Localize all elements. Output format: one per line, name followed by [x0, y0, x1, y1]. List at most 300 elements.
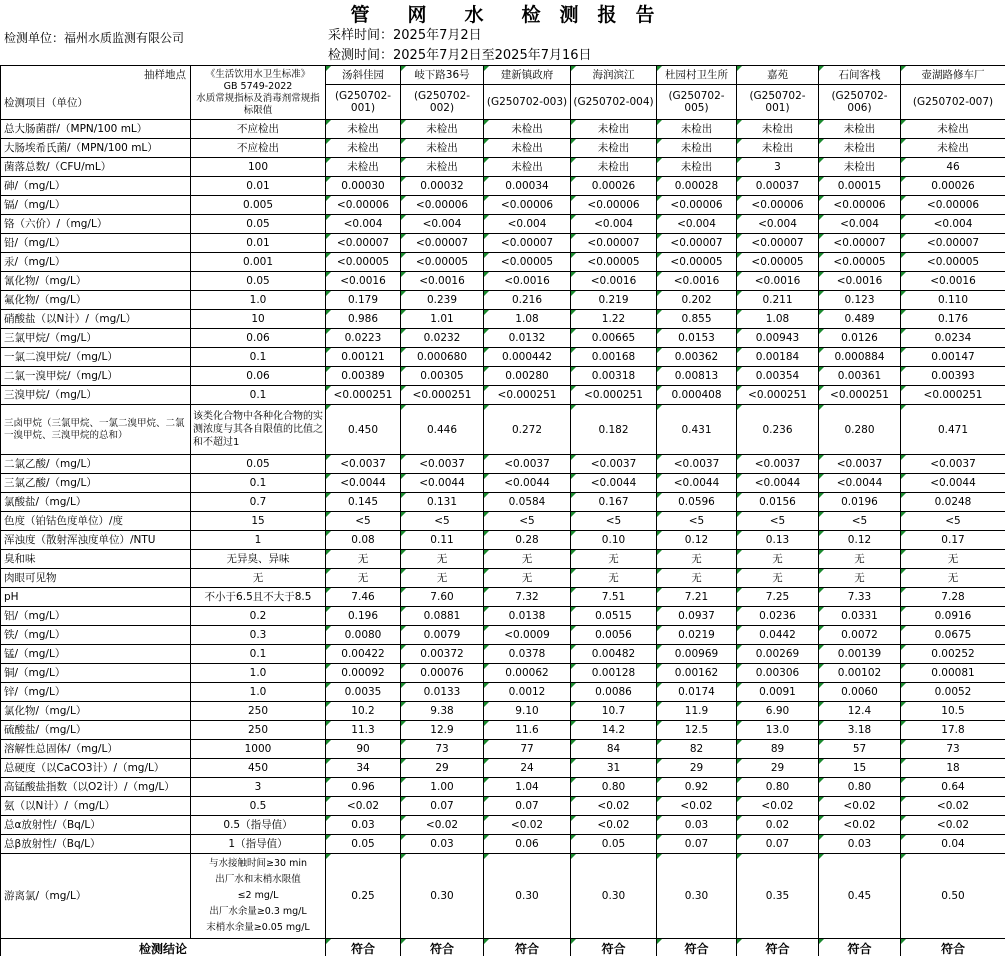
result-value: <0.02: [657, 797, 737, 816]
item-name: 高锰酸盐指数（以O2计）/（mg/L）: [1, 778, 191, 797]
standard-limit: 0.01: [191, 234, 326, 253]
table-row: [1, 664, 1005, 683]
result-value: 未检出: [657, 139, 737, 158]
result-value: <0.02: [326, 797, 401, 816]
standard-limit: 不应检出: [191, 120, 326, 139]
result-value: 未检出: [326, 139, 401, 158]
conclusion-value: 符合: [737, 939, 819, 956]
item-name: 溶解性总固体/（mg/L）: [1, 740, 191, 759]
result-value: 0.196: [326, 607, 401, 626]
table-row: [1, 386, 1005, 405]
result-value: 1.01: [401, 310, 484, 329]
result-value: 0.000680: [401, 348, 484, 367]
result-value: 无: [484, 550, 571, 569]
result-value: 0.00393: [901, 367, 1005, 386]
result-value: 12.4: [819, 702, 901, 721]
item-name: 铬（六价）/（mg/L）: [1, 215, 191, 234]
result-value: 0.07: [657, 835, 737, 854]
result-value: 1.08: [737, 310, 819, 329]
result-value: 未检出: [901, 120, 1005, 139]
table-row: [1, 405, 1005, 455]
result-value: 10.2: [326, 702, 401, 721]
site-name: 嘉苑: [737, 66, 819, 85]
standard-limit: 0.001: [191, 253, 326, 272]
result-value: 0.96: [326, 778, 401, 797]
result-value: 0.00422: [326, 645, 401, 664]
result-value: 0.110: [901, 291, 1005, 310]
report-title: 管 网 水 检 测 报 告: [350, 4, 655, 26]
result-value: 77: [484, 740, 571, 759]
standard-limit: 1000: [191, 740, 326, 759]
standard-limit: 0.1: [191, 386, 326, 405]
result-value: 0.0442: [737, 626, 819, 645]
table-row: [1, 759, 1005, 778]
result-value: 0.0174: [657, 683, 737, 702]
result-value: <0.000251: [737, 386, 819, 405]
table-row: [1, 329, 1005, 348]
item-name: 游离氯/（mg/L）: [1, 854, 191, 939]
table-row: [1, 139, 1005, 158]
result-value: <0.0037: [326, 455, 401, 474]
result-value: 0.00269: [737, 645, 819, 664]
result-value: 0.03: [657, 816, 737, 835]
result-value: 0.00306: [737, 664, 819, 683]
sampling-time: 采样时间：2025年7月2日: [328, 28, 482, 43]
result-value: 0.00015: [819, 177, 901, 196]
result-value: 无: [657, 550, 737, 569]
standard-limit: 1（指导值）: [191, 835, 326, 854]
result-value: 1.04: [484, 778, 571, 797]
result-value: <0.004: [819, 215, 901, 234]
result-value: 无: [326, 550, 401, 569]
result-value: 无: [401, 550, 484, 569]
result-value: 0.0133: [401, 683, 484, 702]
standard-limit: 3: [191, 778, 326, 797]
table-row: [1, 367, 1005, 386]
result-value: 0.0248: [901, 493, 1005, 512]
result-value: <0.0037: [901, 455, 1005, 474]
result-value: 无: [571, 569, 657, 588]
result-value: 0.123: [819, 291, 901, 310]
table-row: [1, 196, 1005, 215]
result-value: <0.0016: [901, 272, 1005, 291]
result-value: 无: [326, 569, 401, 588]
table-row: [1, 569, 1005, 588]
result-value: 73: [401, 740, 484, 759]
result-value: 无: [401, 569, 484, 588]
site-code: (G250702-007): [901, 85, 1005, 120]
table-row: [1, 607, 1005, 626]
item-name: 氯化物/（mg/L）: [1, 702, 191, 721]
item-name: pH: [1, 588, 191, 607]
result-value: 7.46: [326, 588, 401, 607]
table-row: [1, 721, 1005, 740]
result-value: 0.0132: [484, 329, 571, 348]
standard-limit: 1.0: [191, 664, 326, 683]
result-value: <0.0037: [571, 455, 657, 474]
result-value: 84: [571, 740, 657, 759]
result-value: 未检出: [571, 158, 657, 177]
table-row: [1, 531, 1005, 550]
result-value: 0.00162: [657, 664, 737, 683]
result-value: 0.0916: [901, 607, 1005, 626]
result-value: 0.489: [819, 310, 901, 329]
table-row: [1, 253, 1005, 272]
result-value: 90: [326, 740, 401, 759]
result-value: 24: [484, 759, 571, 778]
item-name: 大肠埃希氏菌/（MPN/100 mL）: [1, 139, 191, 158]
table-row: [1, 588, 1005, 607]
result-value: <0.02: [901, 816, 1005, 835]
result-value: 0.219: [571, 291, 657, 310]
table-row: [1, 120, 1005, 139]
result-value: 未检出: [819, 120, 901, 139]
result-value: 0.07: [737, 835, 819, 854]
standard-limit: 15: [191, 512, 326, 531]
table-row: [1, 816, 1005, 835]
standard-limit: 无异臭、异味: [191, 550, 326, 569]
result-value: 无: [657, 569, 737, 588]
result-value: 未检出: [901, 139, 1005, 158]
table-row: [1, 683, 1005, 702]
item-name: 铝/（mg/L）: [1, 607, 191, 626]
result-value: 11.6: [484, 721, 571, 740]
table-row: [1, 740, 1005, 759]
result-value: <0.00007: [401, 234, 484, 253]
result-value: 未检出: [819, 158, 901, 177]
item-name: 铁/（mg/L）: [1, 626, 191, 645]
result-value: 0.12: [657, 531, 737, 550]
result-value: 82: [657, 740, 737, 759]
table-row: [1, 626, 1005, 645]
result-value: <0.02: [484, 816, 571, 835]
item-name: 砷/（mg/L）: [1, 177, 191, 196]
report-table: [0, 65, 1005, 956]
item-name: 锰/（mg/L）: [1, 645, 191, 664]
standard-limit: 0.1: [191, 645, 326, 664]
result-value: <5: [737, 512, 819, 531]
conclusion-value: 符合: [326, 939, 401, 956]
conclusion-value: 符合: [571, 939, 657, 956]
result-value: 7.32: [484, 588, 571, 607]
result-value: 0.00026: [571, 177, 657, 196]
result-value: <0.00006: [901, 196, 1005, 215]
result-value: 未检出: [484, 120, 571, 139]
result-value: <0.00005: [657, 253, 737, 272]
result-value: <0.004: [326, 215, 401, 234]
result-value: 0.000884: [819, 348, 901, 367]
result-value: <0.00006: [819, 196, 901, 215]
standard-limit: 250: [191, 702, 326, 721]
result-value: 0.0881: [401, 607, 484, 626]
result-value: 未检出: [484, 139, 571, 158]
result-value: 46: [901, 158, 1005, 177]
standard-limit: 100: [191, 158, 326, 177]
result-value: 15: [819, 759, 901, 778]
result-value: 0.855: [657, 310, 737, 329]
result-value: <0.0044: [901, 474, 1005, 493]
result-value: 0.0219: [657, 626, 737, 645]
result-value: 12.5: [657, 721, 737, 740]
result-value: 0.30: [401, 854, 484, 939]
item-name: 二氯乙酸/（mg/L）: [1, 455, 191, 474]
result-value: 9.38: [401, 702, 484, 721]
standard-limit: 1: [191, 531, 326, 550]
result-value: 0.00389: [326, 367, 401, 386]
standard-limit: 0.2: [191, 607, 326, 626]
corner-top-label: 抽样地点: [144, 69, 186, 81]
result-value: 0.0091: [737, 683, 819, 702]
result-value: 0.00062: [484, 664, 571, 683]
result-value: 无: [484, 569, 571, 588]
result-value: 31: [571, 759, 657, 778]
result-value: <0.00007: [657, 234, 737, 253]
site-name: 汤斜佳园: [326, 66, 401, 85]
result-value: 0.00482: [571, 645, 657, 664]
result-value: <0.00006: [484, 196, 571, 215]
result-value: 7.33: [819, 588, 901, 607]
standard-limit: 0.05: [191, 272, 326, 291]
site-code: (G250702-003): [484, 85, 571, 120]
result-value: <0.0016: [737, 272, 819, 291]
result-value: 0.03: [819, 835, 901, 854]
site-code: (G250702-001): [326, 85, 401, 120]
result-value: <0.004: [401, 215, 484, 234]
result-value: 0.30: [484, 854, 571, 939]
result-value: <0.02: [819, 797, 901, 816]
result-value: 0.0596: [657, 493, 737, 512]
site-name: 杜园村卫生所: [657, 66, 737, 85]
result-value: 0.0138: [484, 607, 571, 626]
result-value: 未检出: [401, 158, 484, 177]
result-value: 0.00969: [657, 645, 737, 664]
result-value: <0.00007: [819, 234, 901, 253]
item-name: 肉眼可见物: [1, 569, 191, 588]
result-value: <0.0016: [657, 272, 737, 291]
item-name: 三溴甲烷/（mg/L）: [1, 386, 191, 405]
result-value: 0.450: [326, 405, 401, 455]
result-value: <5: [901, 512, 1005, 531]
result-value: 0.239: [401, 291, 484, 310]
result-value: 0.0126: [819, 329, 901, 348]
result-value: <0.0037: [401, 455, 484, 474]
result-value: 7.25: [737, 588, 819, 607]
result-value: 0.00032: [401, 177, 484, 196]
result-value: 0.211: [737, 291, 819, 310]
result-value: <0.000251: [326, 386, 401, 405]
standard-limit: 10: [191, 310, 326, 329]
testing-unit: 检测单位：福州水质监测有限公司: [4, 31, 185, 45]
table-row: [1, 291, 1005, 310]
result-value: 0.04: [901, 835, 1005, 854]
result-value: 0.00184: [737, 348, 819, 367]
result-value: <0.0044: [401, 474, 484, 493]
result-value: 34: [326, 759, 401, 778]
result-value: <0.00006: [737, 196, 819, 215]
result-value: <0.00005: [484, 253, 571, 272]
result-value: 0.64: [901, 778, 1005, 797]
result-value: 0.00102: [819, 664, 901, 683]
result-value: 无: [737, 550, 819, 569]
result-value: 7.28: [901, 588, 1005, 607]
standard-limit: 0.01: [191, 177, 326, 196]
result-value: 0.00034: [484, 177, 571, 196]
result-value: 0.446: [401, 405, 484, 455]
item-name: 三卤甲烷（三氯甲烷、一氯二溴甲烷、二氯一溴甲烷、三溴甲烷的总和）: [1, 405, 191, 455]
result-value: 0.12: [819, 531, 901, 550]
result-value: <0.00005: [571, 253, 657, 272]
result-value: <0.0037: [657, 455, 737, 474]
result-value: <0.0044: [657, 474, 737, 493]
result-value: 未检出: [571, 139, 657, 158]
result-value: 0.00252: [901, 645, 1005, 664]
result-value: 7.21: [657, 588, 737, 607]
result-value: <0.00006: [657, 196, 737, 215]
item-name: 臭和味: [1, 550, 191, 569]
result-value: 0.80: [571, 778, 657, 797]
result-value: <0.02: [571, 797, 657, 816]
conclusion-label: 检测结论: [1, 939, 326, 956]
result-value: 0.00092: [326, 664, 401, 683]
result-value: 1.22: [571, 310, 657, 329]
result-value: 0.30: [571, 854, 657, 939]
result-value: <0.00007: [484, 234, 571, 253]
result-value: 89: [737, 740, 819, 759]
result-value: 未检出: [571, 120, 657, 139]
result-value: 0.00665: [571, 329, 657, 348]
standard-limit: 1.0: [191, 683, 326, 702]
table-row: [1, 310, 1005, 329]
item-name: 三氯乙酸/（mg/L）: [1, 474, 191, 493]
table-row: [1, 797, 1005, 816]
result-value: 0.0234: [901, 329, 1005, 348]
standard-limit: 0.06: [191, 367, 326, 386]
standard-limit: 0.06: [191, 329, 326, 348]
item-name: 氰化物/（mg/L）: [1, 272, 191, 291]
result-value: 无: [737, 569, 819, 588]
result-value: 0.0584: [484, 493, 571, 512]
result-value: 0.80: [737, 778, 819, 797]
result-value: 0.00139: [819, 645, 901, 664]
result-value: 0.0153: [657, 329, 737, 348]
result-value: 7.60: [401, 588, 484, 607]
result-value: <0.00006: [571, 196, 657, 215]
result-value: 0.0232: [401, 329, 484, 348]
result-value: 0.00028: [657, 177, 737, 196]
table-row: [1, 177, 1005, 196]
conclusion-value: 符合: [901, 939, 1005, 956]
result-value: 12.9: [401, 721, 484, 740]
result-value: 未检出: [657, 158, 737, 177]
result-value: 29: [401, 759, 484, 778]
site-name: 建新镇政府: [484, 66, 571, 85]
result-value: 9.10: [484, 702, 571, 721]
result-value: 0.0937: [657, 607, 737, 626]
result-value: <0.0044: [571, 474, 657, 493]
result-value: 0.216: [484, 291, 571, 310]
result-value: <0.004: [657, 215, 737, 234]
item-name: 总大肠菌群/（MPN/100 mL）: [1, 120, 191, 139]
result-value: 0.000408: [657, 386, 737, 405]
site-name: 壶湖路修车厂: [901, 66, 1005, 85]
result-value: 73: [901, 740, 1005, 759]
result-value: 17.8: [901, 721, 1005, 740]
result-value: 0.0196: [819, 493, 901, 512]
result-value: <5: [571, 512, 657, 531]
result-value: 0.00305: [401, 367, 484, 386]
result-value: <5: [326, 512, 401, 531]
result-value: <0.0044: [326, 474, 401, 493]
result-value: 0.182: [571, 405, 657, 455]
result-value: 0.0223: [326, 329, 401, 348]
table-row: [1, 215, 1005, 234]
result-value: 0.0236: [737, 607, 819, 626]
result-value: <0.0009: [484, 626, 571, 645]
result-value: <0.000251: [819, 386, 901, 405]
result-value: 3.18: [819, 721, 901, 740]
conclusion-value: 符合: [657, 939, 737, 956]
result-value: 0.0515: [571, 607, 657, 626]
site-code: (G250702-004): [571, 85, 657, 120]
item-name: 氟化物/（mg/L）: [1, 291, 191, 310]
result-value: <0.00005: [819, 253, 901, 272]
result-value: 0.145: [326, 493, 401, 512]
item-name: 氯酸盐/（mg/L）: [1, 493, 191, 512]
header-row: [1, 66, 1005, 85]
result-value: 0.0056: [571, 626, 657, 645]
result-value: 0.0080: [326, 626, 401, 645]
standard-limit: 0.5（指导值）: [191, 816, 326, 835]
item-name: 汞/（mg/L）: [1, 253, 191, 272]
result-value: 0.236: [737, 405, 819, 455]
standard-limit: 450: [191, 759, 326, 778]
result-value: <5: [657, 512, 737, 531]
result-value: 29: [657, 759, 737, 778]
standard-header: 《生活饮用水卫生标准》 GB 5749-2022 水质常规指标及消毒剂常规指标限值: [191, 66, 326, 120]
result-value: 10.7: [571, 702, 657, 721]
site-name: 岐下路36号: [401, 66, 484, 85]
result-value: 0.92: [657, 778, 737, 797]
result-value: 未检出: [326, 120, 401, 139]
result-value: 未检出: [819, 139, 901, 158]
result-value: 0.06: [484, 835, 571, 854]
standard-limit: 不小于6.5且不大于8.5: [191, 588, 326, 607]
result-value: 0.431: [657, 405, 737, 455]
result-value: 未检出: [484, 158, 571, 177]
result-value: <0.0044: [484, 474, 571, 493]
result-value: 无: [819, 550, 901, 569]
item-name: 氨（以N计）/（mg/L）: [1, 797, 191, 816]
result-value: 11.3: [326, 721, 401, 740]
result-value: 0.13: [737, 531, 819, 550]
result-value: <0.00007: [326, 234, 401, 253]
result-value: <0.000251: [401, 386, 484, 405]
result-value: <0.00005: [326, 253, 401, 272]
result-value: 0.03: [401, 835, 484, 854]
result-value: 6.90: [737, 702, 819, 721]
result-value: <5: [401, 512, 484, 531]
result-value: <0.0016: [401, 272, 484, 291]
result-value: 0.0072: [819, 626, 901, 645]
item-name: 菌落总数/（CFU/mL）: [1, 158, 191, 177]
result-value: <0.00005: [737, 253, 819, 272]
item-name: 色度（铂钴色度单位）/度: [1, 512, 191, 531]
result-value: 0.07: [401, 797, 484, 816]
result-value: <0.000251: [484, 386, 571, 405]
result-value: 0.0079: [401, 626, 484, 645]
result-value: 0.25: [326, 854, 401, 939]
result-value: 11.9: [657, 702, 737, 721]
